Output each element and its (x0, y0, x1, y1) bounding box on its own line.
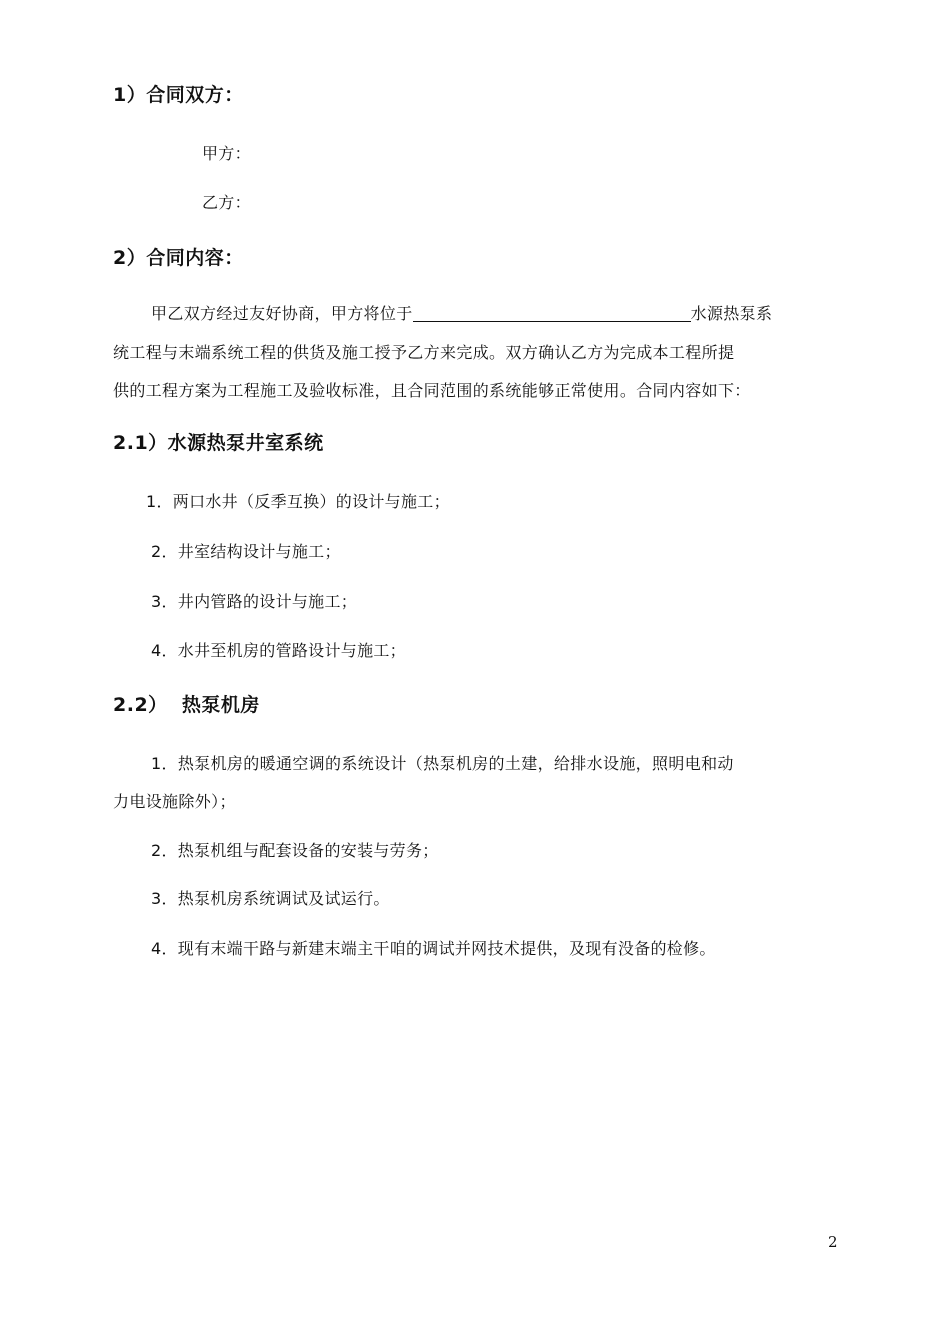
list-item: 1．两口水井（反季互换）的设计与施工； (146, 492, 450, 511)
list-item: 4．现有末端干路与新建末端主干咱的调试并网技术提供，及现有没备的检修。 (151, 939, 716, 958)
section-2-heading: 2）合同内容： (113, 247, 244, 269)
party-a-label: 甲方： (202, 144, 251, 163)
list-item: 3．井内管路的设计与施工； (151, 592, 358, 611)
contract-paragraph-line-3: 供的工程方案为工程施工及验收标准，且合同范围的系统能够正常使用。合同内容如下： (113, 381, 751, 400)
list-item-continuation: 力电设施除外）； (113, 792, 236, 811)
contract-paragraph-line-2: 统工程与末端系统工程的供货及施工授予乙方来完成。双方确认乙方为完成本工程所提 (113, 343, 735, 362)
location-blank-line (413, 303, 691, 322)
paragraph-text-after-blank: 水源热泵系 (690, 304, 773, 323)
list-item: 4．水井至机房的管路设计与施工； (151, 641, 406, 660)
paragraph-text-before-blank: 甲乙双方经过友好协商，甲方将位于 (151, 304, 413, 323)
section-2-1-heading: 2.1）水源热泵井室系统 (113, 432, 324, 454)
contract-paragraph-line-1 (151, 301, 772, 324)
list-item: 3．热泵机房系统调试及试运行。 (151, 889, 390, 908)
list-item: 1．热泵机房的暖通空调的系统设计（热泵机房的土建，给排水设施，照明电和动 (151, 754, 734, 773)
section-1-heading: 1）合同双方： (113, 84, 244, 106)
section-2-2-heading: 2.2） 热泵机房 (113, 694, 260, 716)
page-number: 2 (828, 1233, 838, 1251)
party-b-label: 乙方： (202, 193, 251, 212)
list-item: 2．井室结构设计与施工； (151, 542, 341, 561)
list-item: 2．热泵机组与配套设备的安装与劳务； (151, 841, 439, 860)
